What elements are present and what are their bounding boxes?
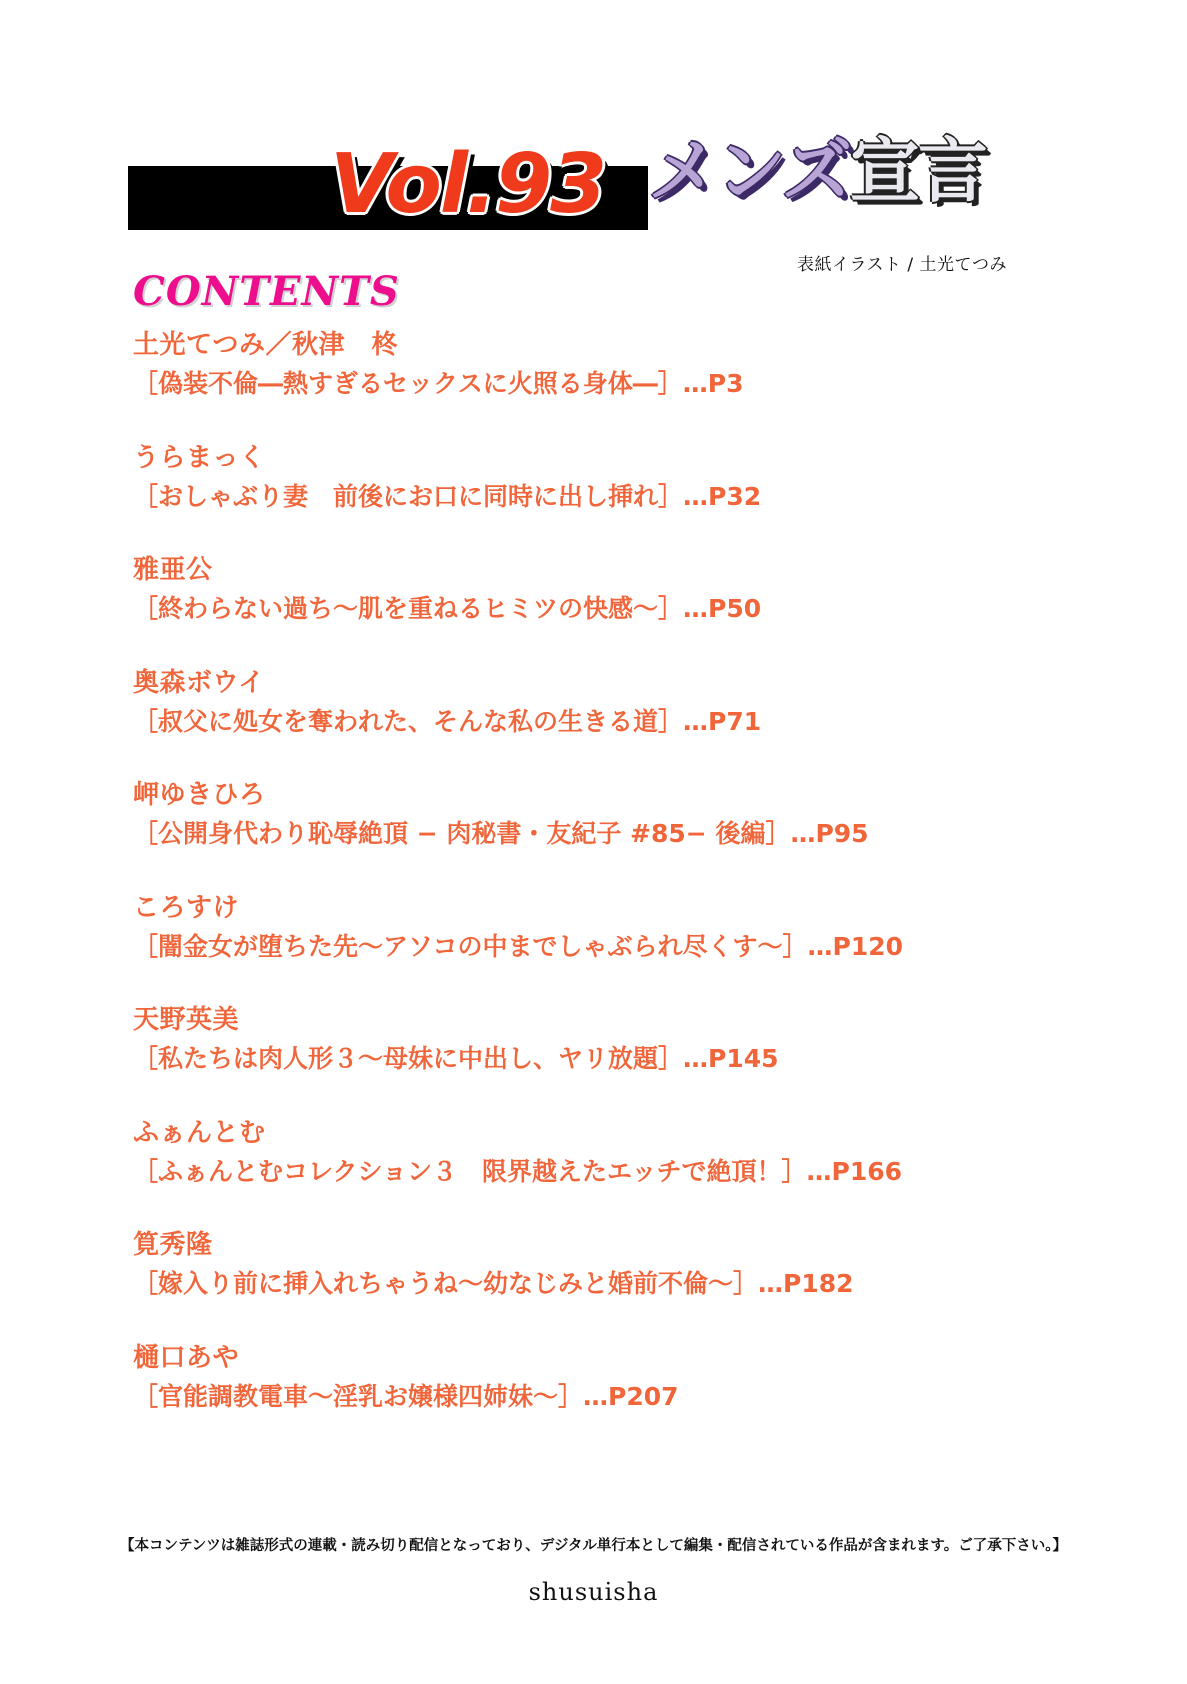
entry-author: ふぁんとむ [133,1117,266,1148]
entry-title: ［おしゃぶり妻 前後にお口に同時に出し挿れ］…P32 [133,481,762,511]
entry-author: うらまっく [133,442,266,473]
entry-title: ［官能調教電車〜淫乳お嬢様四姉妹〜］…P207 [133,1381,679,1411]
magazine-logo-kana: メンズ [648,130,850,212]
entry-author: 天野英美 [133,1005,240,1035]
list-item [133,439,1093,516]
entry-author: 雅亜公 [133,555,213,585]
list-item [133,1226,1093,1303]
list-item [133,1114,1093,1191]
masthead [0,130,1187,275]
list-item [133,1001,1093,1078]
contents-list [133,326,1093,1451]
entry-title: ［私たちは肉人形３〜母妹に中出し、ヤリ放題］…P145 [133,1044,779,1073]
entry-author: 筧秀隆 [133,1230,213,1260]
contents-heading: CONTENTS [133,268,400,315]
magazine-logo [648,130,986,212]
list-item [133,889,1093,966]
entry-author: 樋口あや [133,1342,240,1373]
entry-author: 岬ゆきひろ [133,780,266,810]
publisher-name: shusuisha [528,1578,659,1606]
entry-title: ［偽装不倫―熱すぎるセックスに火照る身体―］…P3 [133,369,744,398]
list-item [133,551,1093,628]
list-item [133,776,1093,853]
entry-title: ［ふぁんとむコレクション３ 限界越えたエッチで絶頂！］…P166 [133,1156,903,1186]
entry-title: ［嫁入り前に挿入れちゃうね〜幼なじみと婚前不倫〜］…P182 [133,1269,854,1298]
list-item [133,1339,1093,1416]
entry-author: 奥森ボウイ [133,667,265,698]
cover-illustration-credit: 表紙イラスト / 土光てつみ [796,255,1007,275]
magazine-logo-kanji: 宣言 [849,130,986,212]
list-item [133,664,1093,741]
entry-title: ［闇金女が堕ちた先〜アソコの中までしゃぶられ尽くす〜］…P120 [133,931,904,961]
footnote-text: 【本コンテンツは雑誌形式の連載・読み切り配信となっており、デジタル単行本として編集・配信されている作品が含まれます。ご了承下さい。】 [120,1538,1067,1554]
list-item [133,326,1093,403]
entry-author: ころすけ [133,892,240,923]
entry-title: ［公開身代わり恥辱絶頂 − 肉秘書・友紀子 #85− 後編］…P95 [133,819,869,848]
entry-title: ［終わらない過ち〜肌を重ねるヒミツの快感〜］…P50 [133,594,762,623]
volume-number: Vol.93 [330,137,606,232]
entry-title: ［叔父に処女を奪われた、そんな私の生きる道］…P71 [133,706,762,736]
entry-author: 土光てつみ／秋津 柊 [133,330,399,360]
